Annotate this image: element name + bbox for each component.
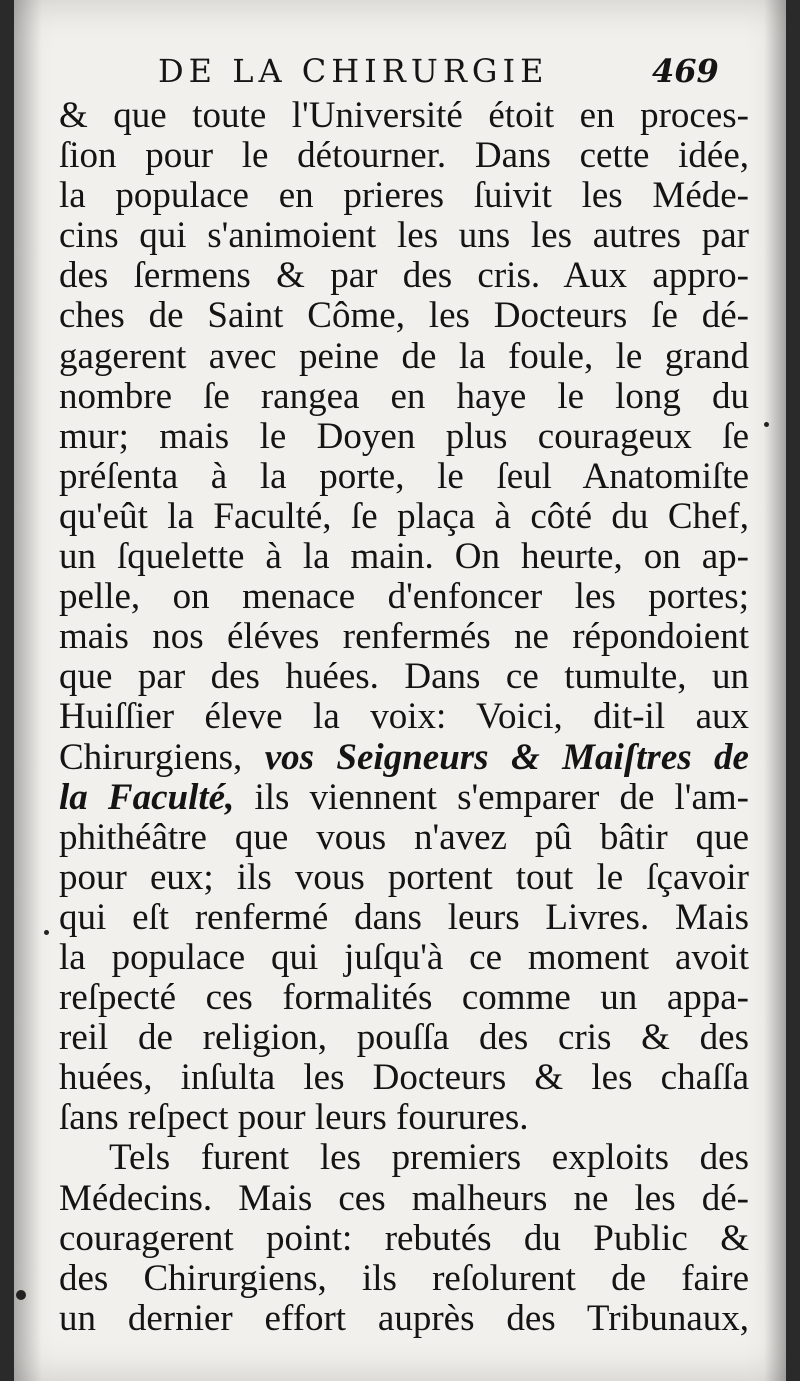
ink-speck (764, 422, 769, 427)
text-line: ſion pour le détourner. Dans cette idée, (59, 135, 749, 177)
text-line: gagerent avec peine de la foule, le grand (59, 335, 749, 377)
text-line: reſpecté ces formalités comme un appa- (59, 977, 749, 1019)
text-segment: Chirurgiens, (59, 736, 265, 778)
text-line: phithéâtre que vous n'avez pû bâtir que (59, 816, 749, 858)
text-line: Médecins. Mais ces malheurs ne les dé- (59, 1177, 749, 1219)
text-line: des ſermens & par des cris. Aux appro- (59, 255, 749, 297)
ink-speck (16, 1290, 26, 1300)
text-line: couragerent point: rebutés du Public & (59, 1217, 749, 1259)
text-line: nombre ſe rangea en haye le long du (59, 375, 749, 417)
page-number: 469 (652, 52, 719, 90)
text-line: un dernier effort auprès des Tribunaux, (59, 1297, 749, 1339)
text-line: que par des huées. Dans ce tumulte, un (59, 656, 749, 698)
text-line: un ſquelette à la main. On heurte, on ap- (59, 536, 749, 578)
italic-segment: vos Seigneurs & Maiſtres de (264, 736, 749, 778)
text-line: pelle, on menace d'enfoncer les portes; (59, 576, 749, 618)
running-head: DE LA CHIRURGIE (158, 52, 549, 90)
text-line: reil de religion, pouſſa des cris & des (59, 1017, 749, 1059)
text-line: des Chirurgiens, ils reſolurent de faire (59, 1257, 749, 1299)
text-line-with-italic (59, 778, 749, 818)
text-line: Tels furent les premiers exploits des (109, 1137, 749, 1179)
text-line: Huiſſier éleve la voix: Voici, dit-il aux (59, 696, 749, 738)
text-line: la populace qui juſqu'à ce moment avoit (59, 936, 749, 978)
italic-segment: la Faculté, (59, 776, 235, 818)
text-line: qu'eût la Faculté, ſe plaça à côté du Chef, (59, 495, 749, 537)
text-line: huées, inſulta les Docteurs & les chaſſa (59, 1057, 749, 1099)
text-line: pour eux; ils vous portent tout le ſçavoir (59, 856, 749, 898)
book-page (14, 0, 786, 1381)
text-line: mur; mais le Doyen plus courageux ſe (59, 415, 749, 457)
body-text (59, 96, 749, 1339)
text-line-with-italic (59, 738, 749, 778)
text-line: qui eſt renfermé dans leurs Livres. Mais (59, 896, 749, 938)
text-line: préſenta à la porte, le ſeul Anatomiſte (59, 455, 749, 497)
ink-speck (44, 930, 49, 935)
text-line: ches de Saint Côme, les Docteurs ſe dé- (59, 295, 749, 337)
text-line: mais nos éléves renfermés ne répondoient (59, 616, 749, 658)
text-line: la populace en prieres ſuivit les Méde- (59, 175, 749, 217)
text-line: cins qui s'animoient les uns les autres par (59, 215, 749, 257)
text-line: ſans reſpect pour leurs fourures. (59, 1097, 529, 1139)
text-line: & que toute l'Université étoit en proces- (59, 95, 749, 136)
text-segment: ils viennent s'emparer de l'am- (234, 776, 749, 818)
